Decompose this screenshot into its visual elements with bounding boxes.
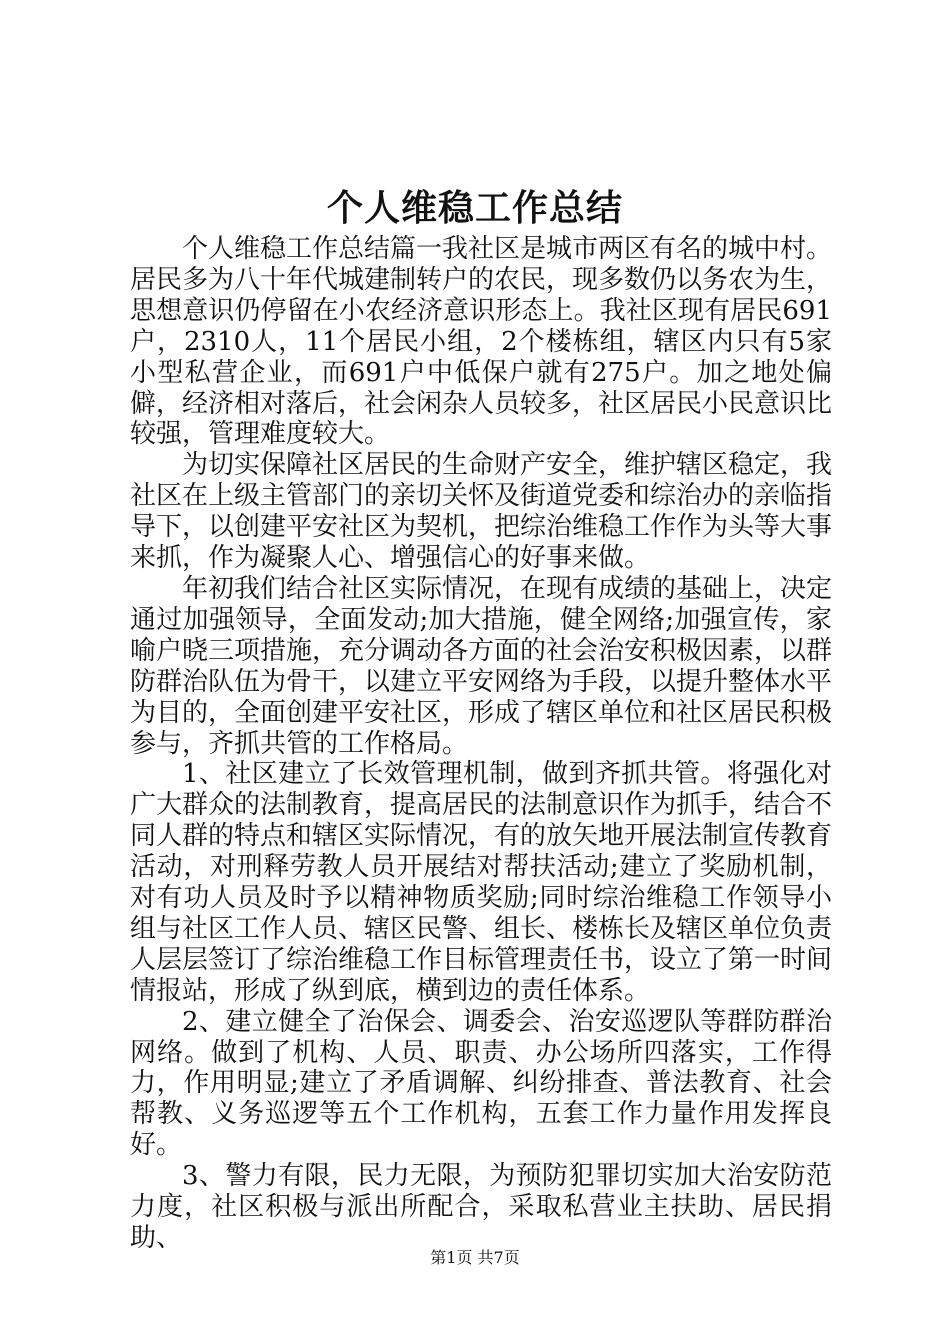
paragraph-3: 年初我们结合社区实际情况，在现有成绩的基础上，决定通过加强领导，全面发动;加大措施，健全网络;加强宣传，家喻户晓三项措施，充分调动各方面的社会治安积极因素，以群防群治队伍为骨干，以建立平安网络为手段，以提升整体水平为目的，全面创建平安社区，形成了辖区单位和社区居民积极参与，齐抓共管的工作格局。 [130, 573, 833, 759]
document-body [130, 234, 832, 1254]
paragraph-1: 个人维稳工作总结篇一我社区是城市两区有名的城中村。居民多为八十年代城建制转户的农民，现多数仍以务农为生，思想意识仍停留在小农经济意识形态上。我社区现有居民691户，2310人，11个居民小组，2个楼栋组，辖区内只有5家小型私营企业，而691户中低保户就有275户。加之地处偏僻，经济相对落后，社会闲杂人员较多，社区居民小民意识比较强，管理难度较大。 [130, 234, 833, 450]
paragraph-6: 3、警力有限，民力无限，为预防犯罪切实加大治安防范力度，社区积极与派出所配合，采取私营业主扶助、居民捐助、 [130, 1161, 832, 1253]
paragraph-4: 1、社区建立了长效管理机制，做到齐抓共管。将强化对广大群众的法制教育，提高居民的法制意识作为抓手，结合不同人群的特点和辖区实际情况，有的放矢地开展法制宣传教育活动，对刑释劳教人员开展结对帮扶活动;建立了奖励机制，对有功人员及时予以精神物质奖励;同时综治维稳工作领导小组与社区工作人员、辖区民警、组长、楼栋长及辖区单位负责人层层签订了综治维稳工作目标管理责任书，设立了第一时间情报站，形成了纵到底，横到边的责任体系。 [130, 759, 833, 1006]
page-number-footer: 第1页 共7页 [430, 1248, 520, 1267]
paragraph-5: 2、建立健全了治保会、调委会、治安巡逻队等群防群治网络。做到了机构、人员、职责、办公场所四落实，工作得力，作用明显;建立了矛盾调解、纠纷排查、普法教育、社会帮教、义务巡逻等五个工作机构，五套工作力量作用发挥良好。 [130, 1006, 832, 1161]
document-title: 个人维稳工作总结 [326, 187, 623, 229]
paragraph-2: 为切实保障社区居民的生命财产安全，维护辖区稳定，我社区在上级主管部门的亲切关怀及街道党委和综治办的亲临指导下，以创建平安社区为契机，把综治维稳工作作为头等大事来抓，作为凝聚人心、增强信心的好事来做。 [130, 450, 833, 574]
